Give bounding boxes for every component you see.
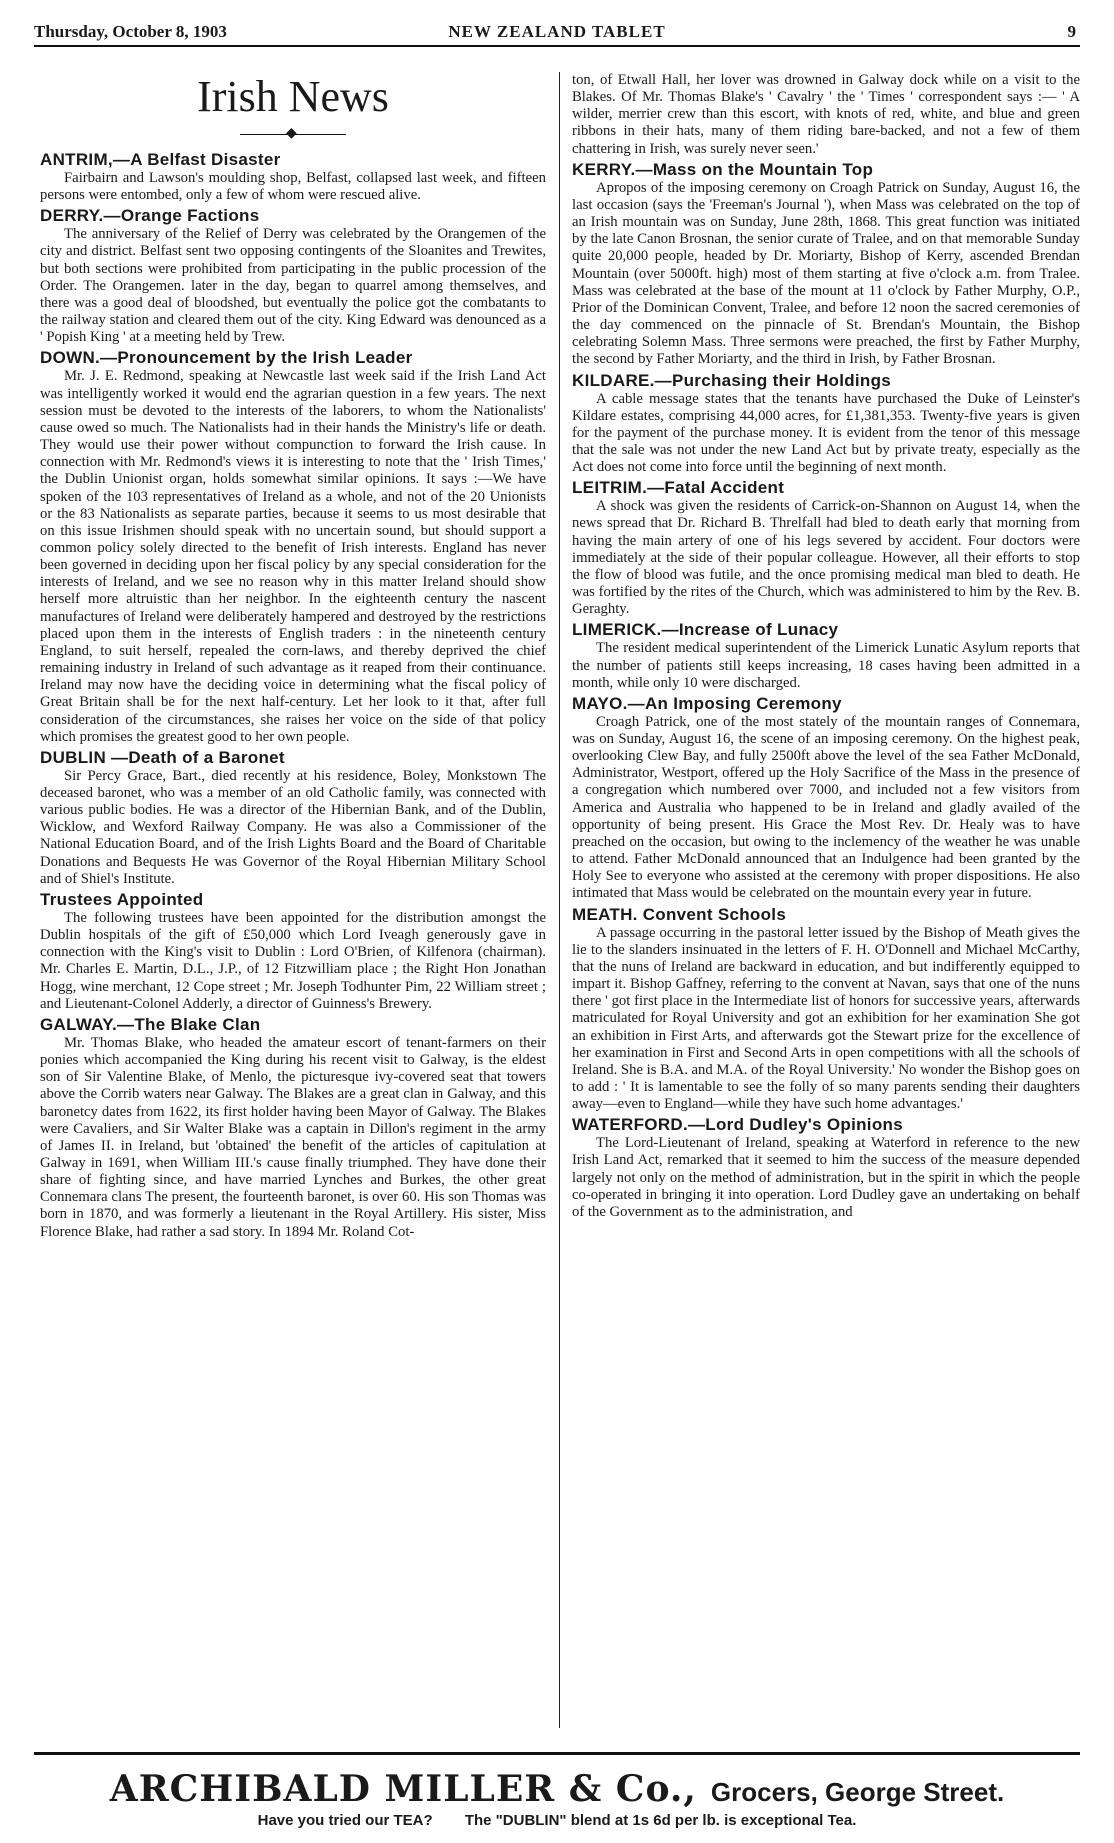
advertiser-business: Grocers, George Street.	[710, 1777, 1005, 1807]
news-section	[40, 748, 546, 888]
left-column	[40, 72, 546, 1243]
footer-tagline	[34, 1812, 1080, 1829]
news-section	[572, 694, 1080, 903]
footer-rule	[34, 1752, 1080, 1755]
section-heading: LIMERICK.—Increase of Lunacy	[572, 620, 839, 640]
section-heading: MAYO.—An Imposing Ceremony	[572, 693, 842, 713]
section-heading: LEITRIM.—Fatal Accident	[572, 478, 785, 498]
header-date: Thursday, October 8, 1903	[34, 22, 227, 41]
news-section	[572, 478, 1080, 618]
news-section	[40, 890, 546, 1013]
section-heading: KILDARE.—Purchasing their Holdings	[572, 370, 892, 390]
section-heading: DUBLIN —Death of a Baronet	[40, 747, 285, 767]
news-section	[572, 160, 1080, 369]
tagline-question: Have you tried our TEA?	[257, 1812, 433, 1829]
section-paragraph: Sir Percy Grace, Bart., died recently at his residence, Boley, Monkstown The deceased baronet, who was a member of an old Catholic family, was connected with various public bodies. He was a director of the Hibernian Bank, and of the Dublin, Wicklow, and Wexford Railway Company. He was also a Commissioner of the National Education Board, and of the Irish Lights Board and the Board of Charitable Donations and Bequests He was Governor of the Royal Hibernian Military School and of Shiel's Institute.	[40, 767, 546, 887]
section-paragraph: The resident medical superintendent of the Limerick Lunatic Asylum reports that the number of patients still keeps increasing, 18 cases having been admitted in a month, while only 10 were discharged.	[572, 640, 1080, 691]
section-paragraph: A cable message states that the tenants have purchased the Duke of Leinster's Kildare estates, comprising 44,000 acres, for £1,381,353. Twenty-five years is given for the payment of the purchase money. It is evident from the tenor of this message that the sale was not under the new Land Act but by private treaty, especially as the Act does not come into force until the beginning of next month.	[572, 390, 1080, 476]
news-section	[40, 1015, 546, 1241]
section-paragraph: Apropos of the imposing ceremony on Croagh Patrick on Sunday, August 16, the last occasion (says the 'Freeman's Journal '), when Mass was celebrated on the top of an Irish mountain was on Sunday, June 28th, 1868. This great function was initiated by the late Canon Brosnan, the senior curate of Tralee, and on that memorable Sunday quite 20,000 people, headed by Dr. Moriarty, Bishop of Kerry, ascended Brendan Mountain (over 5000ft. high) most of them starting at five o'clock a.m. from Tralee. Mass was celebrated at the base of the mount at 11 o'clock by Father Murphy, O.P., Prior of the Dominican Convent, Tralee, and before 12 noon the sacred ceremonies of the day commenced on the pinnacle of St. Brendan's Mountain, the Bishop celebrating Solemn Mass. Three sermons were preached, the first by Father Murphy, the second by Father Moriarty, and the third in Irish, by Father Brosnan.	[572, 179, 1080, 368]
section-paragraph: The following trustees have been appointed for the distribution amongst the Dublin hospitals of the gift of £50,000 which Lord Iveagh generously gave in connection with the King's visit to Dublin : Lord O'Brien, of Kilfenora (chairman). Mr. Charles E. Martin, D.L., J.P., of 12 Fitzwilliam place ; the Right Hon Jonathan Hogg, wine merchant, 12 Cope street ; Mr. Joseph Todhunter Pim, 22 William street ; and Lieutenant-Colonel Adderly, a director of Guinness's Brewery.	[40, 909, 546, 1012]
section-paragraph: Fairbairn and Lawson's moulding shop, Belfast, collapsed last week, and fifteen persons were entombed, only a few of whom were rescued alive.	[40, 170, 546, 204]
section-heading: DERRY.—Orange Factions	[40, 206, 260, 226]
section-paragraph: Mr. Thomas Blake, who headed the amateur escort of tenant-farmers on their ponies which accompanied the King during his recent visit to Galway, is the eldest son of Sir Valentine Blake, of Menlo, the picturesque ivy-covered seat that towers above the Corrib waters near Galway. The Blakes are a great clan in Galway, and this baronetcy dates from 1622, its first holder having been Mayor of Galway. The Blakes were Cavaliers, and Sir Walter Blake was a captain in Dillon's regiment in the army of James II. in Ireland, but 'obtained' the benefit of the articles of capitulation at Galway in 1691, when William III.'s cause finally triumphed. They have done their share of fighting since, and have married Lynches and Burkes, the other great Connemara clans The present, the fourteenth baronet, is over 60. His son Thomas was born in 1870, and was formerly a lieutenant in the Royal Artillery. His sister, Miss Florence Blake, had rather a sad story. In 1894 Mr. Roland Cot-	[40, 1034, 546, 1240]
section-heading: Trustees Appointed	[40, 889, 204, 909]
header-rule	[34, 45, 1080, 47]
page-header	[34, 18, 1080, 44]
section-paragraph: Mr. J. E. Redmond, speaking at Newcastle last week said if the Irish Land Act was intelligently worked it would end the agrarian question in a few years. The next session must be devoted to the interests of the laborers, to whom the Nationalists' cause owed so much. The Nationalists had in their hands the Ministry's life or death. They would use their power without compunction to forward the Irish cause. In connection with Mr. Redmond's views it is interesting to note that the ' Irish Times,' the Dublin Unionist organ, holds somewhat similar opinions. It says :—We have spoken of the 103 representatives of Ireland as a whole, and not of the 20 Unionists or the 83 Nationalists as separate parties, because it seems to us most desirable that on this issue Irishmen should speak with no uncertain sound, but should support a common policy solely directed to the benefit of Irish interests. England has never been governed in deciding upon her fiscal policy by any special consideration for the interests of Ireland, and we see no reason why in this matter Ireland should show herself more altruistic than her neighbor. In the eighteenth century the nascent manufactures of Ireland were deliberately hampered and destroyed by the restrictions placed upon them in the interests of English traders : in the nineteenth century England, to suit herself, repealed the corn-laws, and thereby deprived the chief remaining industry in Ireland of such advantage as it reaped from their continuance. Ireland may now have the deciding voice in determining what the fiscal policy of Great Britain shall be for the next half-century. Let her look to it that, after full consideration of the circumstances, she raises her voice on the side of that policy which promises the greatest good to her own people.	[40, 368, 546, 745]
news-section	[40, 206, 546, 346]
news-section	[40, 348, 546, 745]
news-section	[40, 150, 546, 204]
title-ornament	[40, 126, 546, 144]
section-paragraph: Croagh Patrick, one of the most stately of the mountain ranges of Connemara, was on Sunday, August 16, the scene of an imposing ceremony. On the highest peak, overlooking Clew Bay, and fully 2500ft above the level of the sea Father McDonald, Administrator, Westport, offered up the Holy Sacrifice of the Mass in the presence of a congregation which numbered over 7000, and included not a few visitors from America and Australia who happened to be in Ireland and gladly availed of the opportunity of being present. His Grace the Most Rev. Dr. Healy was to have preached on the occasion, but owing to the inclemency of the weather he was unable to attend. Father McDonald announced that an Indulgence had been granted by the Holy See to everyone who assisted at the ceremony with proper dispositions. He also intimated that Mass would be celebrated on the mountain every year in future.	[572, 713, 1080, 902]
section-heading: WATERFORD.—Lord Dudley's Opinions	[572, 1115, 903, 1135]
section-heading: DOWN.—Pronouncement by the Irish Leader	[40, 348, 413, 368]
news-section	[572, 620, 1080, 691]
section-paragraph: ton, of Etwall Hall, her lover was drowned in Galway dock while on a visit to the Blakes. Of Mr. Thomas Blake's ' Cavalry ' the ' Times ' correspondent says :— ' A wilder, merrier crew than this escort, with knots of red, white, and blue and green ribbons in their hats, many of them riding bare-backed, and not a few of them chattering in Irish, was surely never seen.'	[572, 72, 1080, 157]
section-paragraph: The anniversary of the Relief of Derry was celebrated by the Orangemen of the city and district. Belfast sent two opposing contingents of the Sloanites and Trewites, but both sections were prohibited from participating in the public procession of the Order. The Orangemen. later in the day, began to quarrel among themselves, and there was a good deal of bloodshed, but eventually the police got the combatants to the railway station and cleared them out of the city. King Edward was denounced as a ' Popish King ' at a meeting held by Trew.	[40, 226, 546, 346]
tagline-offer: The "DUBLIN" blend at 1s 6d per lb. is exceptional Tea.	[464, 1812, 857, 1829]
section-heading: ANTRIM,—A Belfast Disaster	[40, 150, 281, 169]
section-heading: GALWAY.—The Blake Clan	[40, 1014, 261, 1034]
header-publication: NEW ZEALAND TABLET	[448, 22, 666, 41]
news-section	[572, 371, 1080, 477]
news-section	[572, 72, 1080, 158]
page-title: Irish News	[197, 72, 389, 121]
advertiser-name: ARCHIBALD MILLER & Co.,	[109, 1768, 697, 1810]
section-heading: MEATH. Convent Schools	[572, 904, 787, 924]
news-section	[572, 1115, 1080, 1221]
column-divider	[559, 72, 560, 1728]
section-heading: KERRY.—Mass on the Mountain Top	[572, 159, 874, 179]
right-column	[572, 72, 1080, 1223]
section-paragraph: A passage occurring in the pastoral letter issued by the Bishop of Meath gives the lie to the slanders insinuated in the letters of F. H. O'Donnell and Michael McCarthy, that the nuns of Ireland are backward in education, and but indifferently equipped to impart it. Bishop Gaffney, referring to the convent at Navan, says that one of the nuns there ' got first place in the Intermediate list of honors for successive years, afterwards matriculated for Royal University and got an exhibition for her examination She got an exhibition in First Arts, and afterwards got the Stewart prize for the excellence of her examination in First and Second Arts in open competitions with all the schools of Ireland. She is B.A. and M.A. of the Royal University.' No wonder the Bishop goes on to add : ' It is lamentable to see the folly of so many parents sending their daughters away—even to England—while they have such home advantages.'	[572, 924, 1080, 1113]
diamond-icon: ◆	[286, 126, 297, 141]
news-section	[572, 905, 1080, 1114]
section-paragraph: The Lord-Lieutenant of Ireland, speaking at Waterford in reference to the new Irish Land Act, remarked that it seemed to him the success of the measure depended largely not only on the method of administration, but in the spirit in which the people co-operated in bringing it into operation. Lord Dudley gave an undertaking on behalf of the Government as to the administration, and	[572, 1135, 1080, 1220]
footer-advertisement	[34, 1768, 1080, 1810]
header-page-number: 9	[1067, 22, 1076, 41]
section-paragraph: A shock was given the residents of Carrick-on-Shannon on August 14, when the news spread that Dr. Richard B. Threlfall had bled to death early that morning from having the main artery of one of his legs severed by accident. Four doctors were immediately at the side of their popular colleague. However, all their efforts to stop the flow of blood was futile, and the once promising medical man bled to death. He was fortified by the rites of the Church, which was administered to him by the Rev. B. Geraghty.	[572, 498, 1080, 618]
